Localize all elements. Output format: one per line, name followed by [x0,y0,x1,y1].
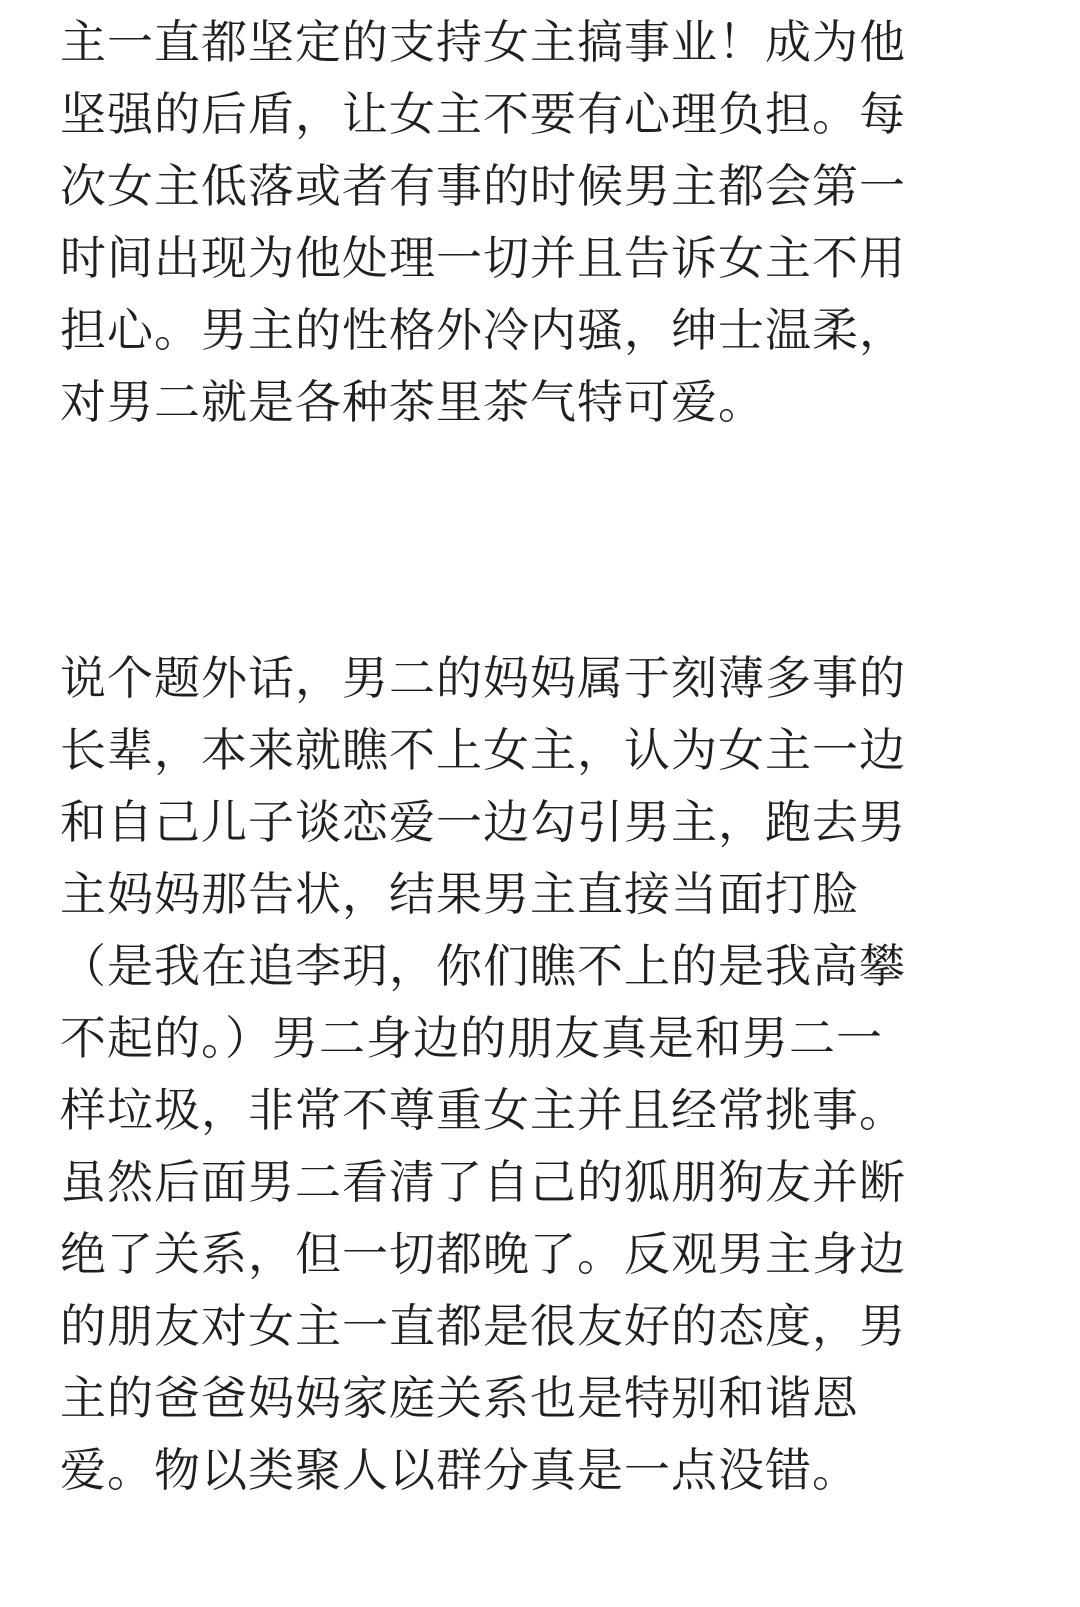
text-line: 时间出现为他处理一切并且告诉女主不用 [60,231,906,285]
text-line: 不起的。）男二身边的朋友真是和男二一 [60,1011,883,1065]
text-line: 的朋友对女主一直都是很友好的态度，男 [60,1299,906,1353]
text-line: 绝了关系，但一切都晚了。反观男主身边 [60,1227,906,1281]
text-line: （是我在追李玥，你们瞧不上的是我高攀 [60,939,906,993]
text-line: 样垃圾，非常不尊重女主并且经常挑事。 [60,1083,906,1137]
paragraph-1 [60,6,906,438]
text-line: 爱。物以类聚人以群分真是一点没错。 [60,1443,859,1497]
text-line: 说个题外话，男二的妈妈属于刻薄多事的 [60,651,906,705]
text-line: 坚强的后盾，让女主不要有心理负担。每 [60,87,906,141]
text-line: 主的爸爸妈妈家庭关系也是特别和谐恩 [60,1371,859,1425]
text-line: 长辈，本来就瞧不上女主，认为女主一边 [60,723,906,777]
text-line: 主妈妈那告状，结果男主直接当面打脸 [60,867,859,921]
text-line: 虽然后面男二看清了自己的狐朋狗友并断 [60,1155,906,1209]
text-line: 担心。男主的性格外冷内骚，绅士温柔， [60,303,906,357]
paragraph-2 [60,642,906,1506]
text-line: 和自己儿子谈恋爱一边勾引男主，跑去男 [60,795,906,849]
text-line: 对男二就是各种茶里茶气特可爱。 [60,375,765,429]
text-line: 次女主低落或者有事的时候男主都会第一 [60,159,906,213]
text-line: 主一直都坚定的支持女主搞事业！成为他 [60,15,906,69]
